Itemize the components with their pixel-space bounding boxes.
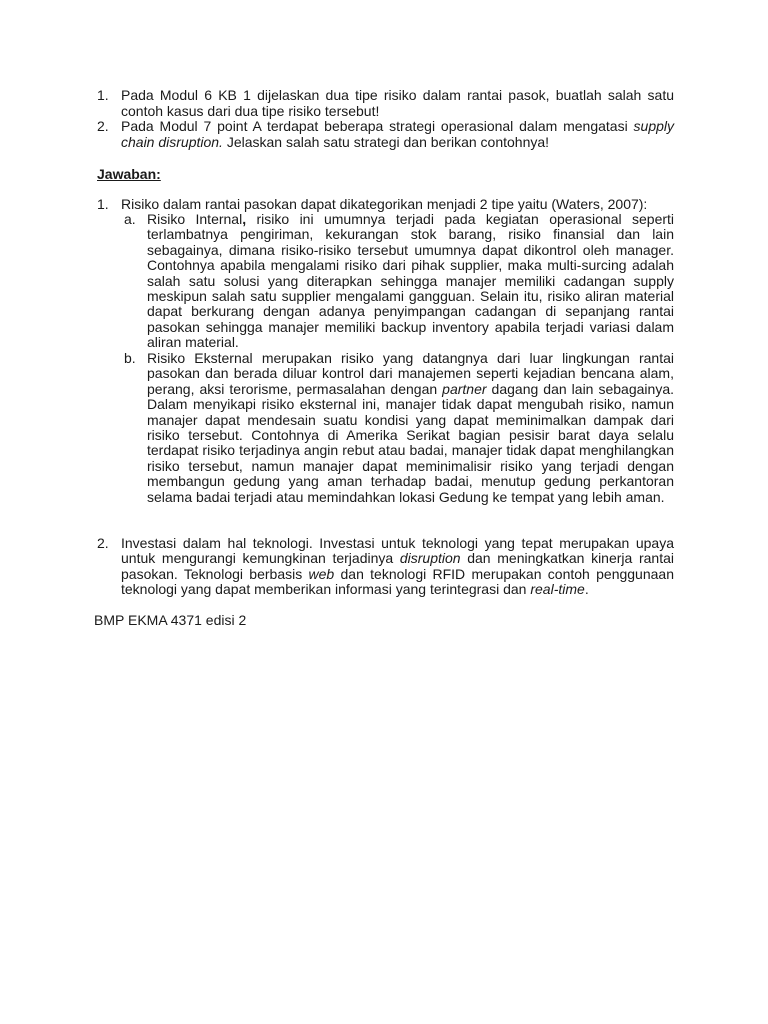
answer-heading: Jawaban: bbox=[97, 166, 161, 182]
answer-2-number: 2. bbox=[97, 535, 109, 551]
answer-2-text: Investasi dalam hal teknologi. Investasi untuk teknologi yang tepat merupakan upaya untuk mengurangi kemungkinan terjadinya disruption dan meningkatkan kinerja rantai pasokan. Teknologi berbasis web dan teknologi RFID merupakan contoh penggunaan teknologi yang dapat memberikan informasi yang terintegrasi dan real-time. bbox=[121, 535, 674, 598]
question-1-number: 1. bbox=[97, 87, 109, 103]
question-2-text: Pada Modul 7 point A terdapat beberapa strategi operasional dalam mengatasi supply chain disruption. Jelaskan salah satu strategi dan berikan contohnya! bbox=[121, 118, 674, 150]
question-2-italic: supply chain disruption. bbox=[121, 118, 674, 150]
question-1-text: Pada Modul 6 KB 1 dijelaskan dua tipe risiko dalam rantai pasok, buatlah salah satu contoh kasus dari dua tipe risiko tersebut! bbox=[121, 87, 674, 119]
answer-1a-text: Risiko Internal, risiko ini umumnya terjadi pada kegiatan operasional seperti terlambatnya pengiriman, kekurangan stok barang, risiko finansial dan lain sebagainya, dimana risiko-risiko tersebut umumnya dapat dikontrol oleh manager. Contohnya apabila mengalami risiko dari pihak supplier, maka multi-surcing adalah salah satu solusi yang diterapkan sehingga manajer memiliki cadangan supply meskipun salah satu supplier mengalami gangguan. Selain itu, risiko aliran material dapat berkurang dengan adanya penyimpangan cadangan di sepanjang rantai pasokan sehingga manajer memiliki backup inventory apabila terjadi variasi dalam aliran material. bbox=[147, 211, 675, 351]
question-2-number: 2. bbox=[97, 118, 109, 134]
answer-1-intro: Risiko dalam rantai pasokan dapat dikategorikan menjadi 2 tipe yaitu (Waters, 2007): bbox=[121, 196, 648, 212]
answer-1a-letter: a. bbox=[124, 211, 136, 227]
reference-line: BMP EKMA 4371 edisi 2 bbox=[94, 612, 247, 628]
answer-1b-italic: partner bbox=[442, 380, 487, 397]
answer-1-number: 1. bbox=[97, 196, 109, 212]
answer-1b-letter: b. bbox=[124, 350, 136, 366]
answer-1b-text: Risiko Eksternal merupakan risiko yang datangnya dari luar lingkungan rantai pasokan dan berada diluar kontrol dari manajemen seperti kejadian bencana alam, perang, aksi terorisme, permasalahan dengan partner dagang dan lain sebagainya. Dalam menyikapi risiko eksternal ini, manajer tidak dapat mengubah risiko, namun manajer dapat mendesain suatu kondisi yang dapat meminimalkan dampak dari risiko tersebut. Contohnya di Amerika Serikat bagian pesisir barat daya selalu terdapat risiko terjadinya angin rebut atau badai, manajer tidak dapat menghilangkan risiko tersebut, namun manajer dapat meminimalisir risiko yang terjadi dengan membangun gedung yang aman terhadap badai, menutup gedung perkantoran selama badai terjadi atau memindahkan lokasi Gedung ke tempat yang lebih aman. bbox=[147, 350, 674, 505]
